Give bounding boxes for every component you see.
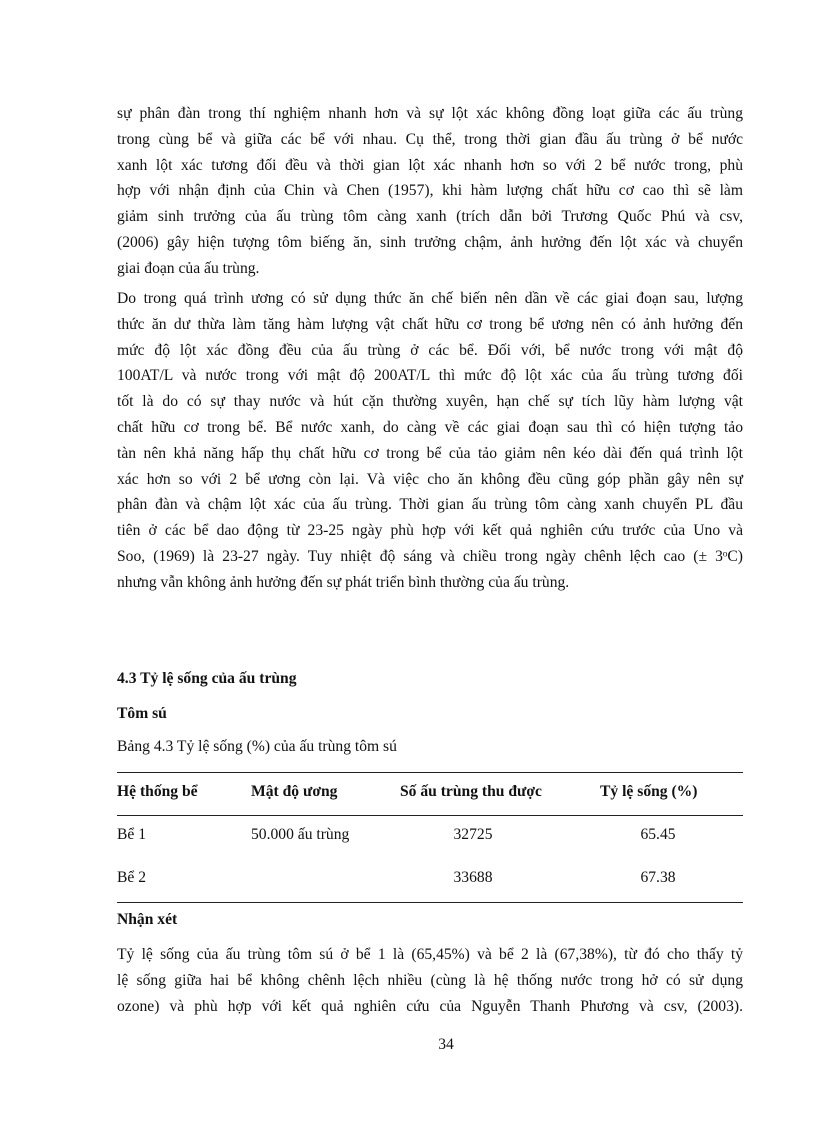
text-line: lệ sống giữa hai bể không chênh lệch nhiều (cùng là hệ thống nước trong hở có sử dụng <box>117 971 743 989</box>
text-line: Soo, (1969) là 23-27 ngày. Tuy nhiệt độ sáng và chiều trong ngày chênh lệch cao (± 3ᵒC) <box>117 547 743 565</box>
text-line: mức độ lột xác đồng đều của ấu trùng ở các bể. Đối với, bể nước trong với mật độ <box>117 341 743 359</box>
table-header-rule <box>117 815 743 816</box>
text-line: xanh lột xác tương đối đều và thời gian lột xác nhanh hơn so với 2 bể nước trong, phù <box>117 156 743 174</box>
table-bottom-rule <box>117 902 743 903</box>
table-header-density: Mật độ ương <box>251 783 338 800</box>
text-line: Tỷ lệ sống của ấu trùng tôm sú ở bể 1 là (65,45%) và bể 2 là (67,38%), từ đó cho thấy tỷ <box>117 946 743 963</box>
text-line: nhưng vẫn không ảnh hưởng đến sự phát triển bình thường của ấu trùng. <box>117 573 570 591</box>
table-cell-tank: Bể 2 <box>117 869 147 886</box>
table-cell-tank: Bể 1 <box>117 826 147 843</box>
table-cell-survival: 67.38 <box>640 869 676 886</box>
text-line: (2006) gây hiện tượng tôm biếng ăn, sinh trưởng chậm, ảnh hưởng đến lột xác và chuyển <box>117 233 743 251</box>
text-line: giảm sinh trưởng của ấu trùng tôm càng xanh (trích dẫn bởi Trương Quốc Phú và csv, <box>117 208 743 226</box>
text-line: tiên ở các bể dao động từ 23-25 ngày phù hợp với kết quả nghiên cứu trước của Uno và <box>117 522 743 540</box>
text-line: 100AT/L và nước trong với mật độ 200AT/L thì mức độ lột xác của ấu trùng tương đối <box>117 367 743 385</box>
text-line: tốt là do có sự thay nước và hút cặn thường xuyên, hạn chế sự tích lũy hàm lượng vật <box>117 393 743 411</box>
paragraph-molting <box>117 101 743 282</box>
text-line: hợp với nhận định của Chin và Chen (1957), khi hàm lượng chất hữu cơ cao thì sẽ làm <box>117 182 743 200</box>
text-line: sự phân đàn trong thí nghiệm nhanh hơn và sự lột xác không đồng loạt giữa các ấu trùng <box>117 105 743 122</box>
table-cell-count: 32725 <box>453 826 493 843</box>
table-header-system: Hệ thống bể <box>117 783 198 800</box>
text-line: Do trong quá trình ương có sử dụng thức ăn chế biến nên dần về các giai đoạn sau, lượng <box>117 290 743 307</box>
table-cell-count: 33688 <box>453 869 493 886</box>
text-line: tàn nên khả năng hấp thụ chất hữu cơ trong bể của tảo giảm nên kéo dài đến quá trình lột <box>117 444 743 462</box>
section-heading: 4.3 Tỷ lệ sống của ấu trùng <box>117 670 297 687</box>
text-line: giai đoạn của ấu trùng. <box>117 259 260 277</box>
text-line: chất hữu cơ trong bể. Bể nước xanh, do càng về các giai đoạn sau thì có hiện tượng tảo <box>117 418 743 436</box>
table-top-rule <box>117 772 743 773</box>
paragraph-feeding <box>117 286 743 596</box>
text-line: thức ăn dư thừa làm tăng hàm lượng vật chất hữu cơ trong bể ương nên có ảnh hưởng đến <box>117 315 743 333</box>
text-line: phân đàn và chậm lột xác của ấu trùng. Thời gian ấu trùng tôm càng xanh chuyển PL đầu <box>117 496 743 514</box>
table-header-survival: Tỷ lệ sống (%) <box>600 783 698 800</box>
table-header-count: Số ấu trùng thu được <box>400 783 542 800</box>
paragraph-remarks <box>117 942 743 1019</box>
subsection-heading: Tôm sú <box>117 705 167 722</box>
table-cell-density: 50.000 ấu trùng <box>251 826 350 843</box>
text-line: xác hơn so với 2 bể ương còn lại. Và việc cho ăn không đều cũng góp phần gây nên sự <box>117 470 743 488</box>
note-heading: Nhận xét <box>117 911 178 928</box>
text-line: trong cùng bể và giữa các bể với nhau. Cụ thể, trong thời gian đầu ấu trùng ở bể nước <box>117 130 743 148</box>
table-caption: Bảng 4.3 Tỷ lệ sống (%) của ấu trùng tôm sú <box>117 738 397 755</box>
text-line: ozone) và phù hợp với kết quả nghiên cứu của Nguyễn Thanh Phương và csv, (2003). <box>117 997 743 1015</box>
table-cell-survival: 65.45 <box>640 826 676 843</box>
page-number: 34 <box>438 1036 454 1053</box>
